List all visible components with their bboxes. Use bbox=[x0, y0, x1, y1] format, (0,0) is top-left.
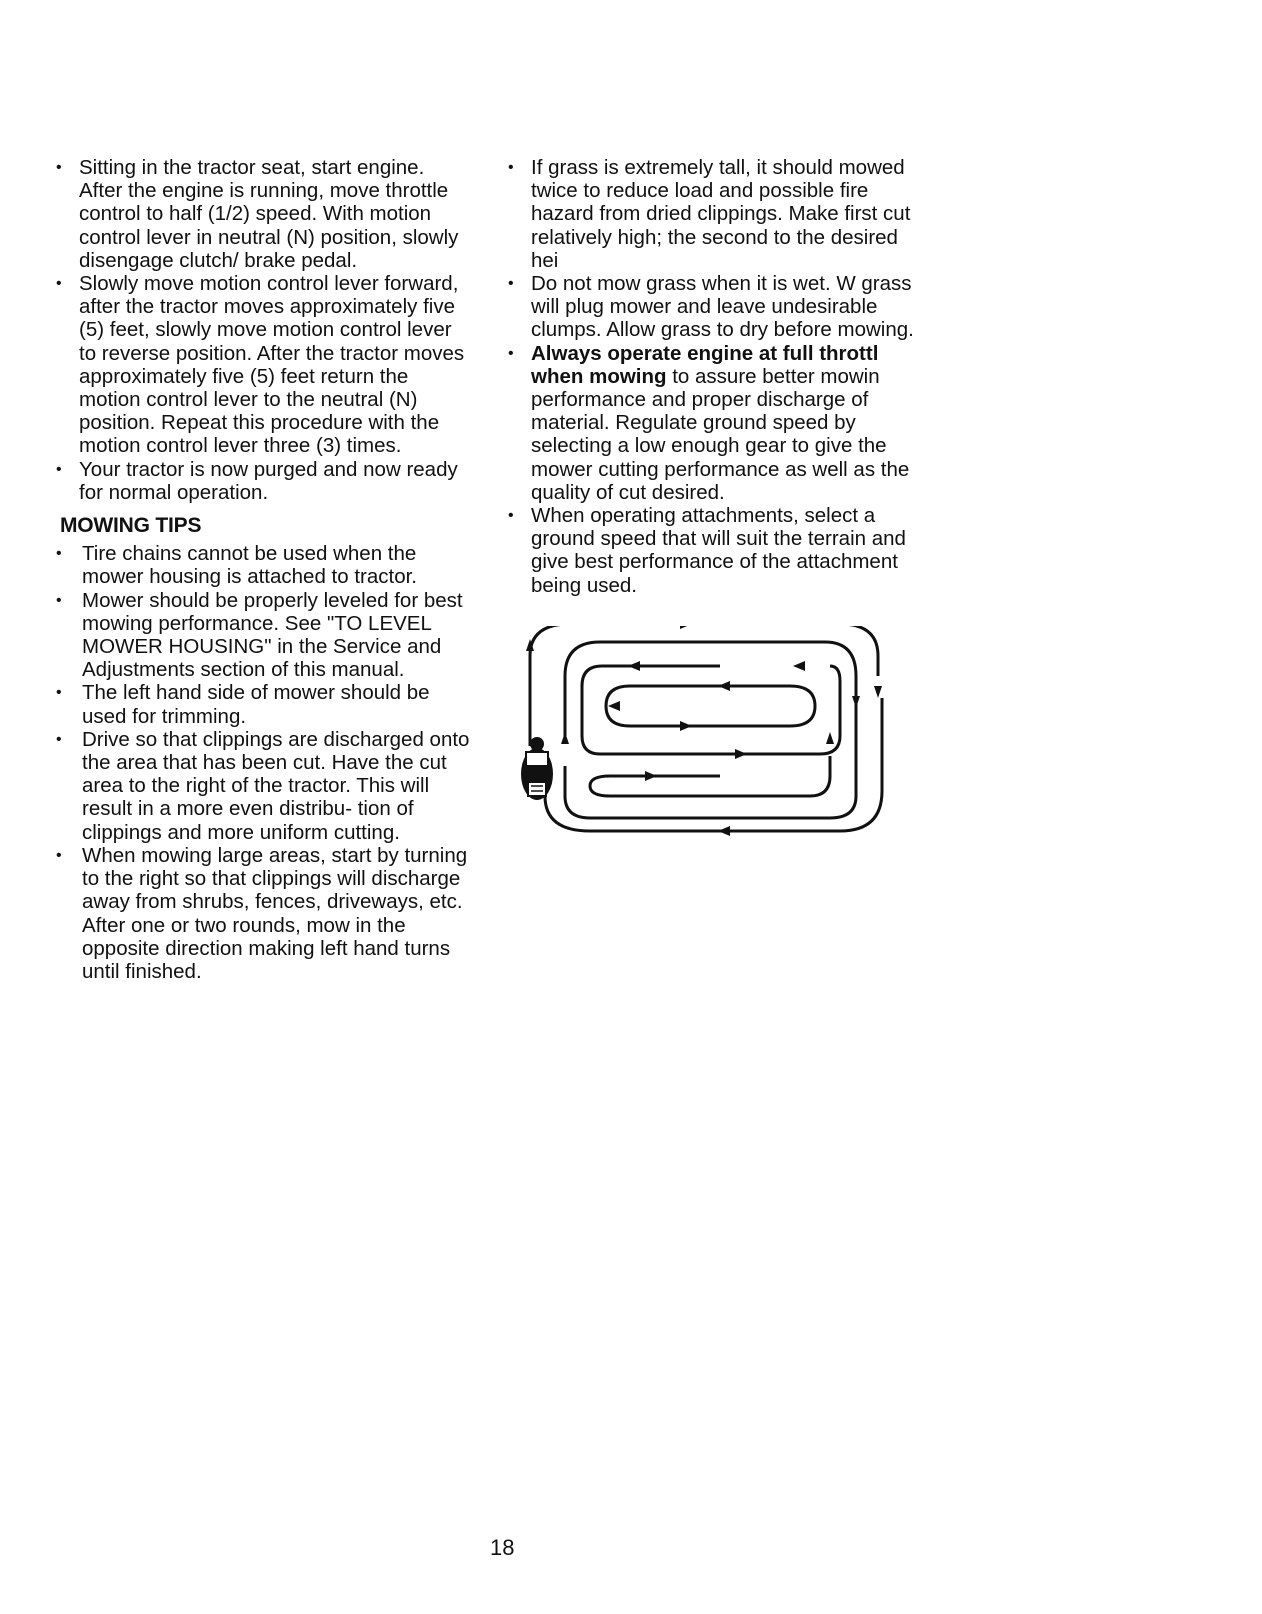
list-item: • Tire chains cannot be used when the mower housing is attached to tractor. bbox=[52, 542, 472, 588]
page-number: 18 bbox=[490, 1535, 515, 1560]
mowing-tips-list bbox=[52, 542, 472, 983]
tractor-icon bbox=[521, 737, 553, 800]
list-item bbox=[504, 342, 929, 504]
left-column bbox=[52, 156, 472, 983]
list-item: • When operating attachments, select a ground speed that will suit the terrain and give best performance of the attachment being used. bbox=[504, 504, 929, 597]
list-item: • When mowing large areas, start by turning to the right so that clippings will discharge away from shrubs, fences, driveways, etc. After one or two rounds, mow in the opposite direction making left hand turns until finished. bbox=[52, 844, 472, 983]
mowing-tips-heading: MOWING TIPS bbox=[60, 514, 202, 538]
list-item: • Sitting in the tractor seat, start engine. After the engine is running, move throttle control to half (1/2) speed. With motion control lever in neutral (N) position, slowly disengage clutch/ brake pedal. bbox=[52, 156, 472, 272]
purge-procedure-list bbox=[52, 156, 472, 504]
list-item: • Mower should be properly leveled for best mowing performance. See "TO LEVEL MOWER HOUSING" in the Service and Adjustments section of this manual. bbox=[52, 589, 472, 682]
mowing-pattern-diagram bbox=[520, 626, 920, 856]
list-item: • Your tractor is now purged and now ready for normal operation. bbox=[52, 458, 472, 504]
warning-rest-text: to assure better mowin performance and proper discharge of material. Regulate ground speed by selecting a low enough gear to give the mower cutting performance as well as the quality of cut desired. bbox=[531, 364, 910, 504]
right-column bbox=[504, 156, 929, 597]
list-item: • Do not mow grass when it is wet. W grass will plug mower and leave undesirable clumps. Allow grass to dry before mowing. bbox=[504, 272, 929, 342]
list-item: • The left hand side of mower should be used for trimming. bbox=[52, 681, 472, 727]
bold-warning-text: Always operate engine at full throttl when mowing bbox=[531, 341, 879, 388]
list-item: • If grass is extremely tall, it should mowed twice to reduce load and possible fire hazard from dried clippings. Make first cut relatively high; the second to the desired hei bbox=[504, 156, 929, 272]
list-item: • Drive so that clippings are discharged onto the area that has been cut. Have the cut area to the right of the tractor. This will result in a more even distribu- tion of clippings and more uniform cutting. bbox=[52, 728, 472, 844]
list-item: • Slowly move motion control lever forward, after the tractor moves approximately five (5) feet, slowly move motion control lever to reverse position. After the tractor moves approximately five (5) feet return the motion control lever to the neutral (N) position. Repeat this procedure with the motion control lever three (3) times. bbox=[52, 272, 472, 458]
grass-tips-list bbox=[504, 156, 929, 597]
